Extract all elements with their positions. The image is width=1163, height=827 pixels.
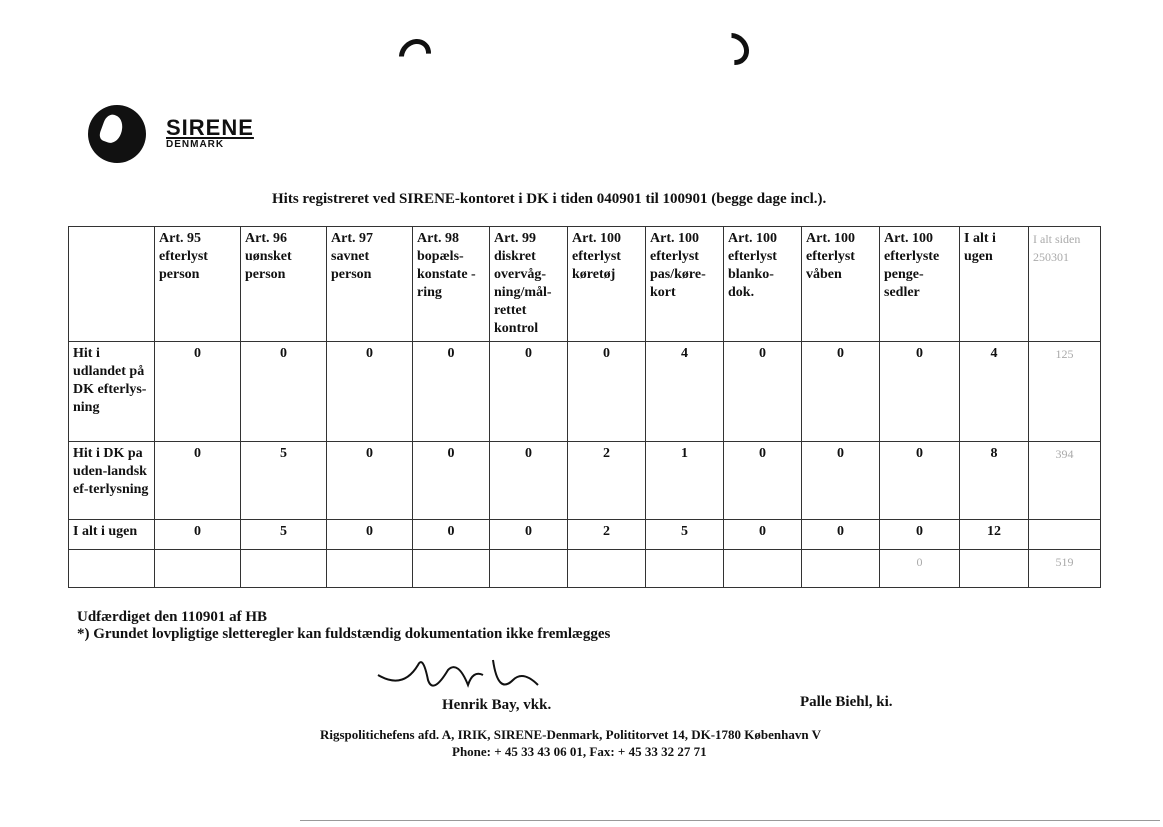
row-label: I alt i ugen bbox=[69, 520, 155, 550]
table-cell bbox=[568, 550, 646, 588]
table-cell: 0 bbox=[155, 342, 241, 442]
table-cell: 0 bbox=[802, 342, 880, 442]
row-label: Hit i DK pa uden-landsk ef-terlysning bbox=[69, 442, 155, 520]
column-header: I alt siden 250301 bbox=[1029, 227, 1101, 342]
table-cell: 0 bbox=[802, 520, 880, 550]
punch-hole-right bbox=[710, 26, 755, 71]
column-header: Art. 100 efterlyst blanko-dok. bbox=[724, 227, 802, 342]
logo-subtitle: DENMARK bbox=[166, 139, 225, 150]
table-cell bbox=[724, 550, 802, 588]
table-cell: 5 bbox=[241, 520, 327, 550]
hits-table bbox=[68, 226, 1101, 588]
footer-phone: Phone: + 45 33 43 06 01, Fax: + 45 33 32 27 71 bbox=[452, 744, 707, 759]
sirene-logo bbox=[88, 105, 254, 167]
table-cell bbox=[646, 550, 724, 588]
column-header: Art. 100 efterlyst pas/køre-kort bbox=[646, 227, 724, 342]
column-header: Art. 98 bopæls-konstate -ring bbox=[413, 227, 490, 342]
table-cell: 0 bbox=[724, 520, 802, 550]
column-header: I alt i ugen bbox=[960, 227, 1029, 342]
row-label: Hit i udlandet på DK efterlys-ning bbox=[69, 342, 155, 442]
table-cell bbox=[241, 550, 327, 588]
table-cell: 0 bbox=[490, 442, 568, 520]
table-cell: 0 bbox=[880, 342, 960, 442]
column-header: Art. 96 uønsket person bbox=[241, 227, 327, 342]
table-row bbox=[69, 342, 1101, 442]
signer-right: Palle Biehl, ki. bbox=[800, 694, 893, 710]
column-header: Art. 100 efterlyste penge-sedler bbox=[880, 227, 960, 342]
table-cell: 0 bbox=[880, 520, 960, 550]
table-cell: 0 bbox=[724, 442, 802, 520]
prepared-note: Udfærdiget den 110901 af HB bbox=[77, 609, 268, 625]
table-cell: 0 bbox=[413, 442, 490, 520]
footer-address: Rigspolitichefens afd. A, IRIK, SIRENE-Denmark, Polititorvet 14, DK-1780 København V bbox=[320, 727, 822, 742]
table-cell: 0 bbox=[413, 342, 490, 442]
table-cell: 394 bbox=[1029, 442, 1101, 520]
table-cell: 2 bbox=[568, 520, 646, 550]
table-cell: 8 bbox=[960, 442, 1029, 520]
page-edge-line bbox=[300, 820, 1160, 821]
table-row bbox=[69, 442, 1101, 520]
table-cell: 0 bbox=[413, 520, 490, 550]
row-label bbox=[69, 550, 155, 588]
table-cell: 0 bbox=[155, 520, 241, 550]
table-cell: 0 bbox=[802, 442, 880, 520]
table-cell: 0 bbox=[327, 342, 413, 442]
table-cell: 0 bbox=[880, 442, 960, 520]
column-header: Art. 100 efterlyst våben bbox=[802, 227, 880, 342]
table-cell: 0 bbox=[155, 442, 241, 520]
table-cell: 1 bbox=[646, 442, 724, 520]
document-title: Hits registreret ved SIRENE-kontoret i DK i tiden 040901 til 100901 (begge dage incl.). bbox=[272, 191, 827, 207]
table-cell bbox=[413, 550, 490, 588]
table-cell bbox=[802, 550, 880, 588]
table-cell bbox=[490, 550, 568, 588]
table-cell bbox=[327, 550, 413, 588]
logo-name: SIRENE bbox=[166, 115, 254, 140]
punch-hole-left bbox=[392, 32, 437, 77]
column-header: Art. 95 efterlyst person bbox=[155, 227, 241, 342]
table-cell: 0 bbox=[724, 342, 802, 442]
table-row bbox=[69, 550, 1101, 588]
table-cell: 0 bbox=[241, 342, 327, 442]
globe-icon bbox=[88, 105, 146, 163]
table-cell: 4 bbox=[960, 342, 1029, 442]
table-cell bbox=[155, 550, 241, 588]
column-header: Art. 97 savnet person bbox=[327, 227, 413, 342]
column-header bbox=[69, 227, 155, 342]
table-cell: 12 bbox=[960, 520, 1029, 550]
table-cell: 0 bbox=[327, 520, 413, 550]
table-cell: 0 bbox=[880, 550, 960, 588]
signer-left: Henrik Bay, vkk. bbox=[442, 697, 552, 713]
table-cell: 0 bbox=[568, 342, 646, 442]
table-cell: 5 bbox=[241, 442, 327, 520]
table-header-row bbox=[69, 227, 1101, 342]
table-cell: 0 bbox=[327, 442, 413, 520]
table-row bbox=[69, 520, 1101, 550]
column-header: Art. 99 diskret overvåg-ning/mål-rettet kontrol bbox=[490, 227, 568, 342]
column-header: Art. 100 efterlyst køretøj bbox=[568, 227, 646, 342]
handwritten-signature bbox=[373, 650, 553, 700]
table-cell: 4 bbox=[646, 342, 724, 442]
deletion-note: *) Grundet lovpligtige sletteregler kan fuldstændig dokumentation ikke fremlægges bbox=[77, 626, 611, 642]
table-cell: 2 bbox=[568, 442, 646, 520]
table-cell: 125 bbox=[1029, 342, 1101, 442]
table-cell: 5 bbox=[646, 520, 724, 550]
table-cell bbox=[1029, 520, 1101, 550]
table-cell: 519 bbox=[1029, 550, 1101, 588]
table-cell: 0 bbox=[490, 342, 568, 442]
table-cell: 0 bbox=[490, 520, 568, 550]
table-cell bbox=[960, 550, 1029, 588]
